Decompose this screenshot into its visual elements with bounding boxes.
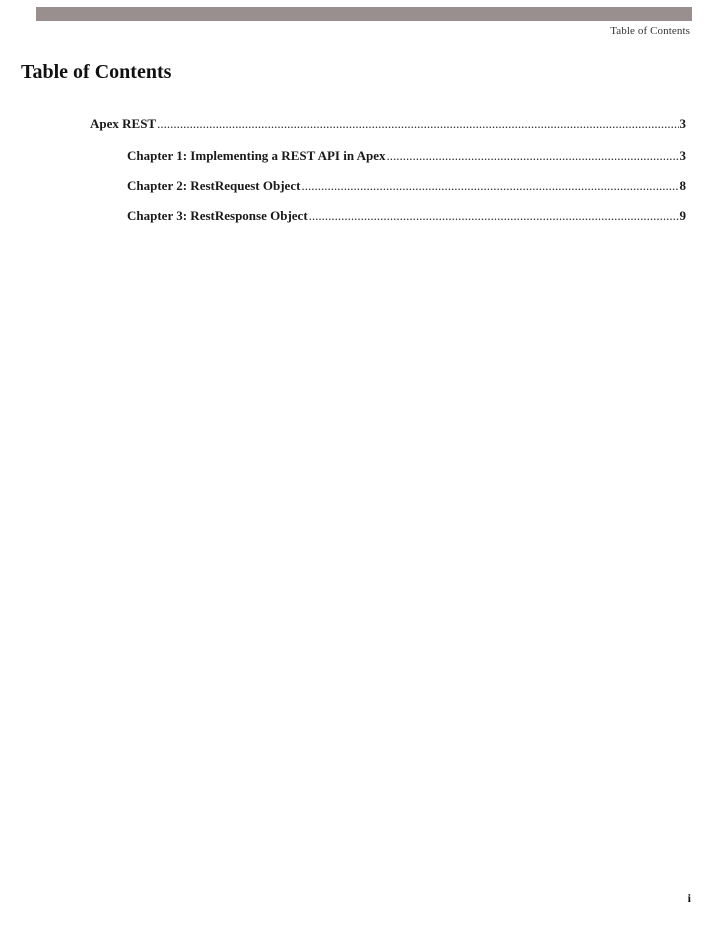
dot-leader — [301, 178, 678, 194]
toc-entry-chapter-2[interactable] — [127, 178, 686, 194]
toc-entry-label: Chapter 3: RestResponse Object — [127, 208, 308, 223]
toc-entry-label: Chapter 2: RestRequest Object — [127, 178, 301, 193]
toc-entry-chapter-3[interactable] — [127, 208, 686, 224]
page-title: Table of Contents — [21, 61, 172, 83]
toc-entry-chapter-1[interactable] — [127, 148, 686, 164]
dot-leader — [309, 208, 679, 224]
toc-entry-label: Apex REST — [90, 116, 157, 131]
header-bar — [36, 7, 692, 21]
page-number: i — [687, 891, 691, 905]
toc-entry-apex-rest[interactable] — [90, 116, 686, 132]
toc-entry-page: 3 — [679, 116, 686, 131]
toc-entry-label: Chapter 1: Implementing a REST API in Apex — [127, 148, 386, 163]
toc-entry-page: 3 — [679, 148, 686, 163]
toc-entry-page: 8 — [679, 178, 686, 193]
toc-entry-page: 9 — [679, 208, 686, 223]
dot-leader — [386, 148, 678, 164]
running-head: Table of Contents — [610, 25, 690, 37]
dot-leader — [157, 116, 678, 132]
